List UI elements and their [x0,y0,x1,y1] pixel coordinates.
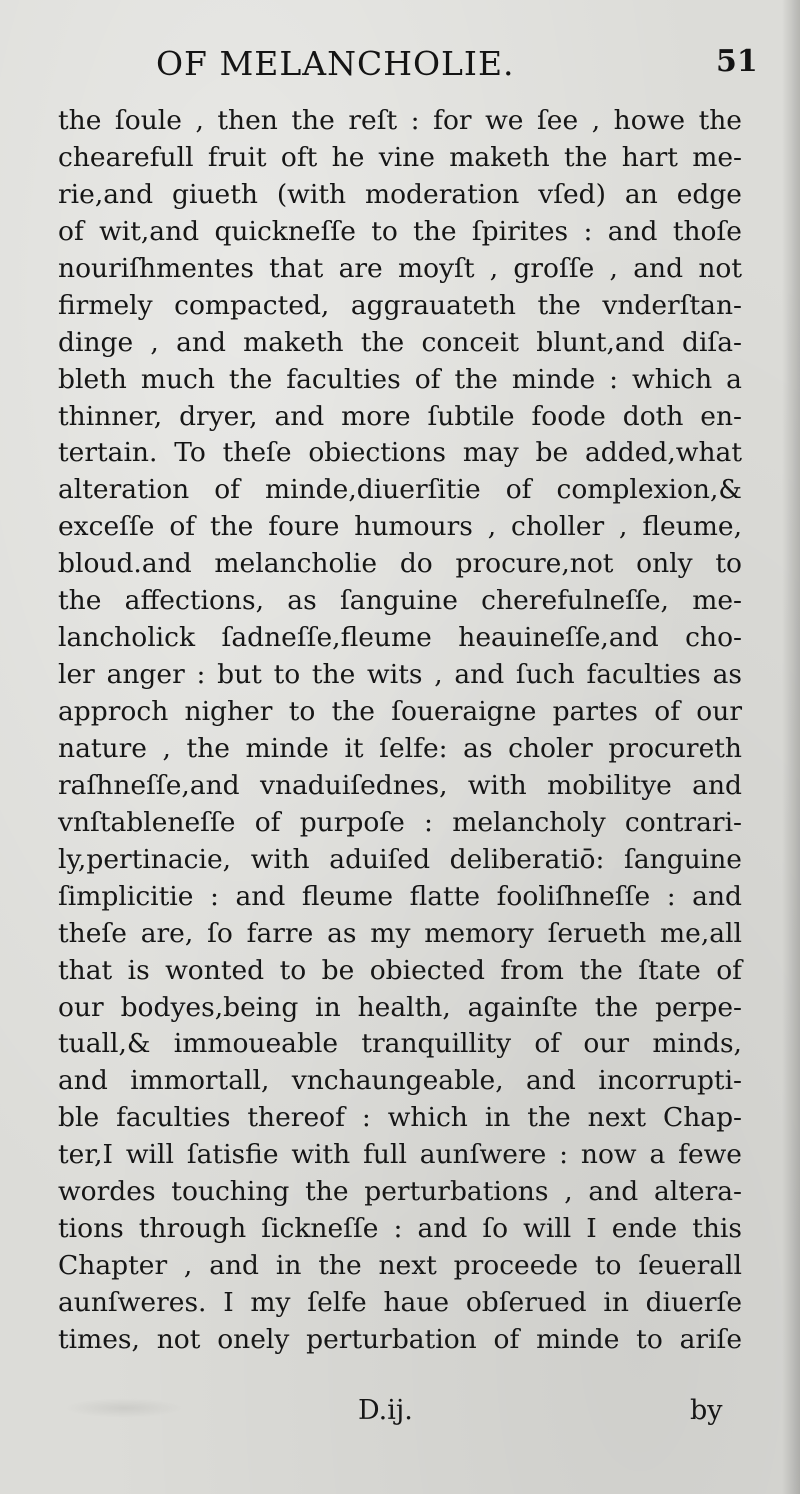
text-line: ble faculties thereof : which in the next Chap- [58,1102,742,1134]
text-line: alteration of minde,diuerſitie of complexion,& [58,474,742,506]
ink-bleed-mark [64,1398,184,1418]
text-line: firmely compacted, aggrauateth the vnderſtan- [58,289,742,321]
page-edge-shadow [782,0,800,1494]
text-line: raſhneſſe,and vnaduiſednes, with mobilitye and [58,769,742,801]
text-line: ter,I will ſatisfie with full aunſwere : now a fewe [58,1139,742,1171]
text-line: exceſſe of the foure humours , choller , fleume, [58,511,742,543]
signature-mark: D.ij. [358,1395,413,1426]
text-line: lancholick ſadneſſe,fleume heauineſſe,and cho- [58,622,742,654]
text-line: bleth much the faculties of the minde : which a [58,363,742,395]
text-line: Chapter , and in the next proceede to ſeuerall [58,1250,742,1282]
text-line: aunſweres. I my ſelfe haue obſerued in diuerſe [58,1287,742,1318]
text-line: theſe are, ſo farre as my memory ſerueth me,all [58,917,742,949]
text-line: tuall,& immoueable tranquillity of our minds, [58,1028,742,1060]
page-number: 51 [716,44,758,79]
text-line: tertain. To theſe obiections may be added,what [58,437,742,469]
text-line: thinner, dryer, and more ſubtile foode doth en- [58,400,742,432]
text-line: ſimplicitie : and fleume flatte fooliſhneſſe : and [58,880,742,912]
text-line: of wit,and quickneſſe to the ſpirites : and thoſe [58,215,742,247]
text-line: times, not onely perturbation of minde to ariſe [58,1323,742,1355]
text-line: nouriſhmentes that are moyſt , groſſe , and not [58,252,742,284]
text-line: tions through ſickneſſe : and ſo will I ende this [58,1213,742,1245]
body-text-block [58,103,742,1359]
text-line: rie,and giueth (with moderation vſed) an edge [58,178,742,210]
text-line: the ſoule , then the reſt : for we ſee , howe the [58,105,742,136]
running-title: OF MELANCHOLIE. [156,44,515,83]
catchword: by [690,1395,723,1426]
text-line: ly,pertinacie, with aduiſed deliberatiō: ſanguine [58,843,742,875]
text-line: and immortall, vnchaungeable, and incorrupti- [58,1065,742,1097]
text-line: bloud.and melancholie do procure,not only to [58,548,742,580]
text-line: chearefull fruit oft he vine maketh the hart me- [58,141,742,173]
text-line: nature , the minde it ſelfe: as choler procureth [58,732,742,764]
text-line: wordes touching the perturbations , and altera- [58,1176,742,1208]
text-line: ler anger : but to the wits , and ſuch faculties as [58,659,742,691]
text-line: that is wonted to be obiected from the ſtate of [58,954,742,986]
text-line: dinge , and maketh the conceit blunt,and diſa- [58,326,742,358]
text-line: the affections, as ſanguine cherefulneſſe, me- [58,585,742,617]
text-line: approch nigher to the ſoueraigne partes of our [58,696,742,727]
text-line: vnſtableneſſe of purpoſe : melancholy contrari- [58,806,742,838]
text-line: our bodyes,being in health, againſte the perpe- [58,991,742,1023]
